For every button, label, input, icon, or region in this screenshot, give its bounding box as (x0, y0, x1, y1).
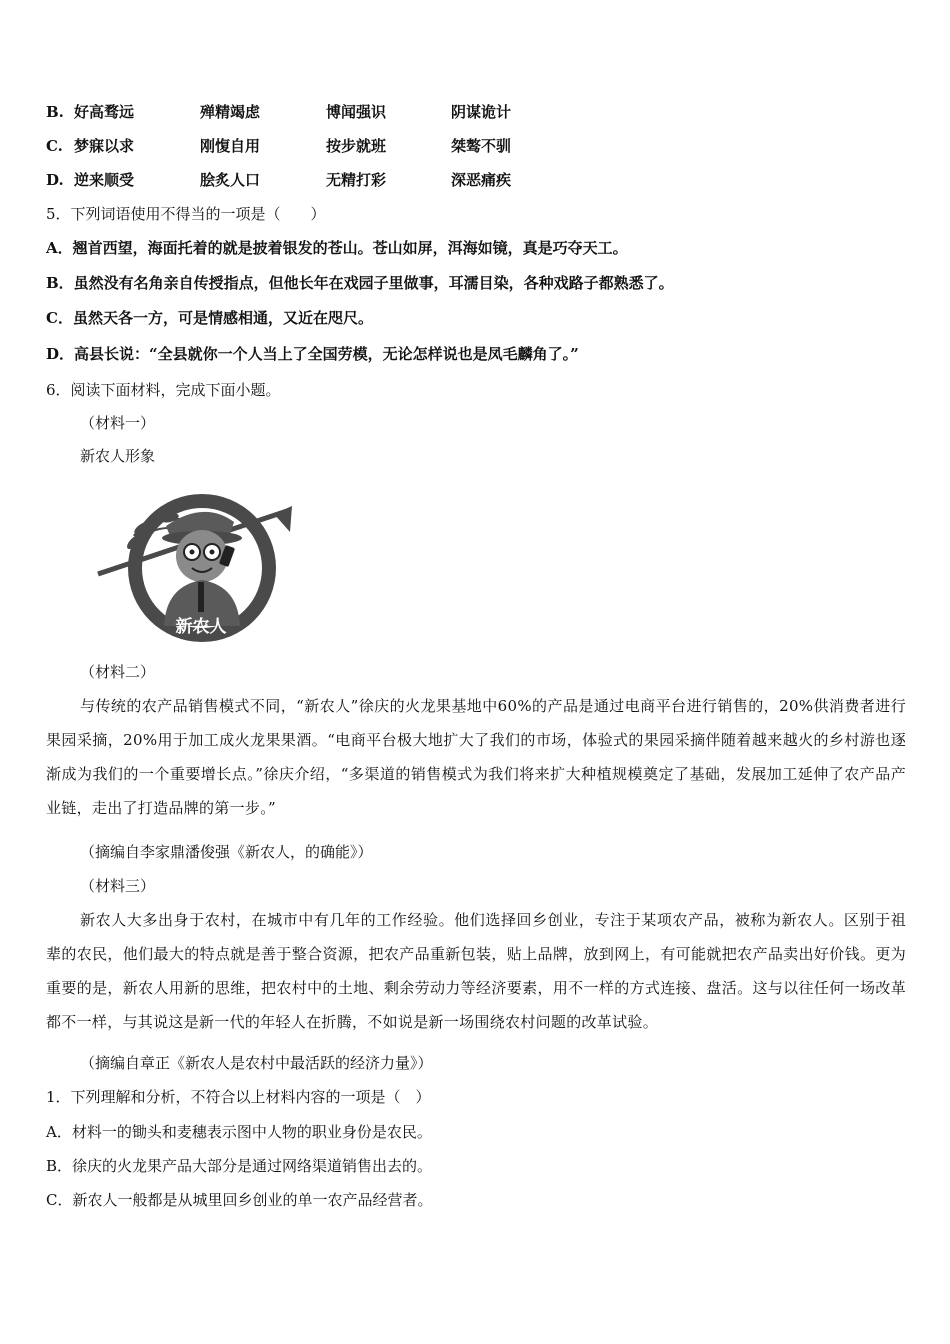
option-word: 逆来顺受 (74, 171, 135, 189)
new-farmer-logo (94, 476, 294, 656)
option-word: 博闻强识 (326, 103, 387, 121)
material-3-title: （材料三） (80, 877, 156, 895)
sub1-option-c: C．新农人一般都是从城里回乡创业的单一农产品经营者。 (46, 1191, 433, 1209)
material-1-caption: 新农人形象 (80, 447, 156, 465)
option-word: 脍炙人口 (200, 171, 261, 189)
option-word: 阴谋诡计 (451, 103, 512, 121)
logo-text: 新农人 (175, 617, 227, 637)
option-word: 深恶痛疾 (451, 171, 512, 189)
material-2-text: 与传统的农产品销售模式不同，“新农人”徐庆的火龙果基地中60%的产品是通过电商平台进行销售的，20%供消费者进行果园采摘，20%用于加工成火龙果果酒。“电商平台极大地扩大了我们的市场，体验式的果园采摘伴随着越来越火的乡村游也逐渐成为我们的一个重要增长点。”徐庆介绍，“多渠道的销售模式为我们将来扩大种植规模奠定了基础，发展加工延伸了农产品产业链，走出了打造品牌的第一步。” (46, 697, 906, 817)
option-word: 无精打彩 (326, 171, 387, 189)
q5-stem: 5．下列词语使用不得当的一项是（ ） (46, 205, 326, 223)
option-label: C. (46, 137, 63, 155)
sub1-stem: 1．下列理解和分析，不符合以上材料内容的一项是（ ） (46, 1088, 431, 1106)
q5-option-c: C．虽然天各一方，可是情感相通，又近在咫尺。 (46, 309, 373, 327)
q5-option-a: A．翘首西望，海面托着的就是披着银发的苍山。苍山如屏，洱海如镜，真是巧夺天工。 (46, 239, 628, 257)
material-2-title: （材料二） (80, 663, 156, 681)
option-word: 按步就班 (326, 137, 387, 155)
option-label: B. (46, 103, 64, 121)
sub1-option-a: A．材料一的锄头和麦穗表示图中人物的职业身份是农民。 (46, 1123, 432, 1141)
q6-stem: 6．阅读下面材料，完成下面小题。 (46, 381, 281, 399)
material-2-source: （摘编自李家鼎潘俊强《新农人，的确能》） (80, 843, 373, 861)
option-word: 桀骜不驯 (451, 137, 512, 155)
material-3-source: （摘编自章正《新农人是农村中最活跃的经济力量》） (80, 1054, 433, 1072)
material-1-title: （材料一） (80, 414, 156, 432)
option-word: 刚愎自用 (200, 137, 261, 155)
option-word: 梦寐以求 (74, 137, 135, 155)
option-word: 殚精竭虑 (200, 103, 261, 121)
q5-option-b: B．虽然没有名角亲自传授指点，但他长年在戏园子里做事，耳濡目染，各种戏路子都熟悉了。 (46, 274, 674, 292)
option-word: 好高骛远 (74, 103, 135, 121)
material-3-text: 新农人大多出身于农村，在城市中有几年的工作经验。他们选择回乡创业，专注于某项农产品，被称为新农人。区别于祖辈的农民，他们最大的特点就是善于整合资源，把农产品重新包装，贴上品牌，放到网上，有可能就把农产品卖出好价钱。更为重要的是，新农人用新的思维，把农村中的土地、剩余劳动力等经济要素，用不一样的方式连接、盘活。这与以往任何一场改革都不一样，与其说这是新一代的年轻人在折腾，不如说是新一场围绕农村问题的改革试验。 (46, 911, 906, 1031)
sub1-option-b: B．徐庆的火龙果产品大部分是通过网络渠道销售出去的。 (46, 1157, 433, 1175)
option-label: D. (46, 171, 64, 189)
q5-option-d: D．高县长说：“全县就你一个人当上了全国劳模，无论怎样说也是凤毛麟角了。” (46, 345, 579, 363)
